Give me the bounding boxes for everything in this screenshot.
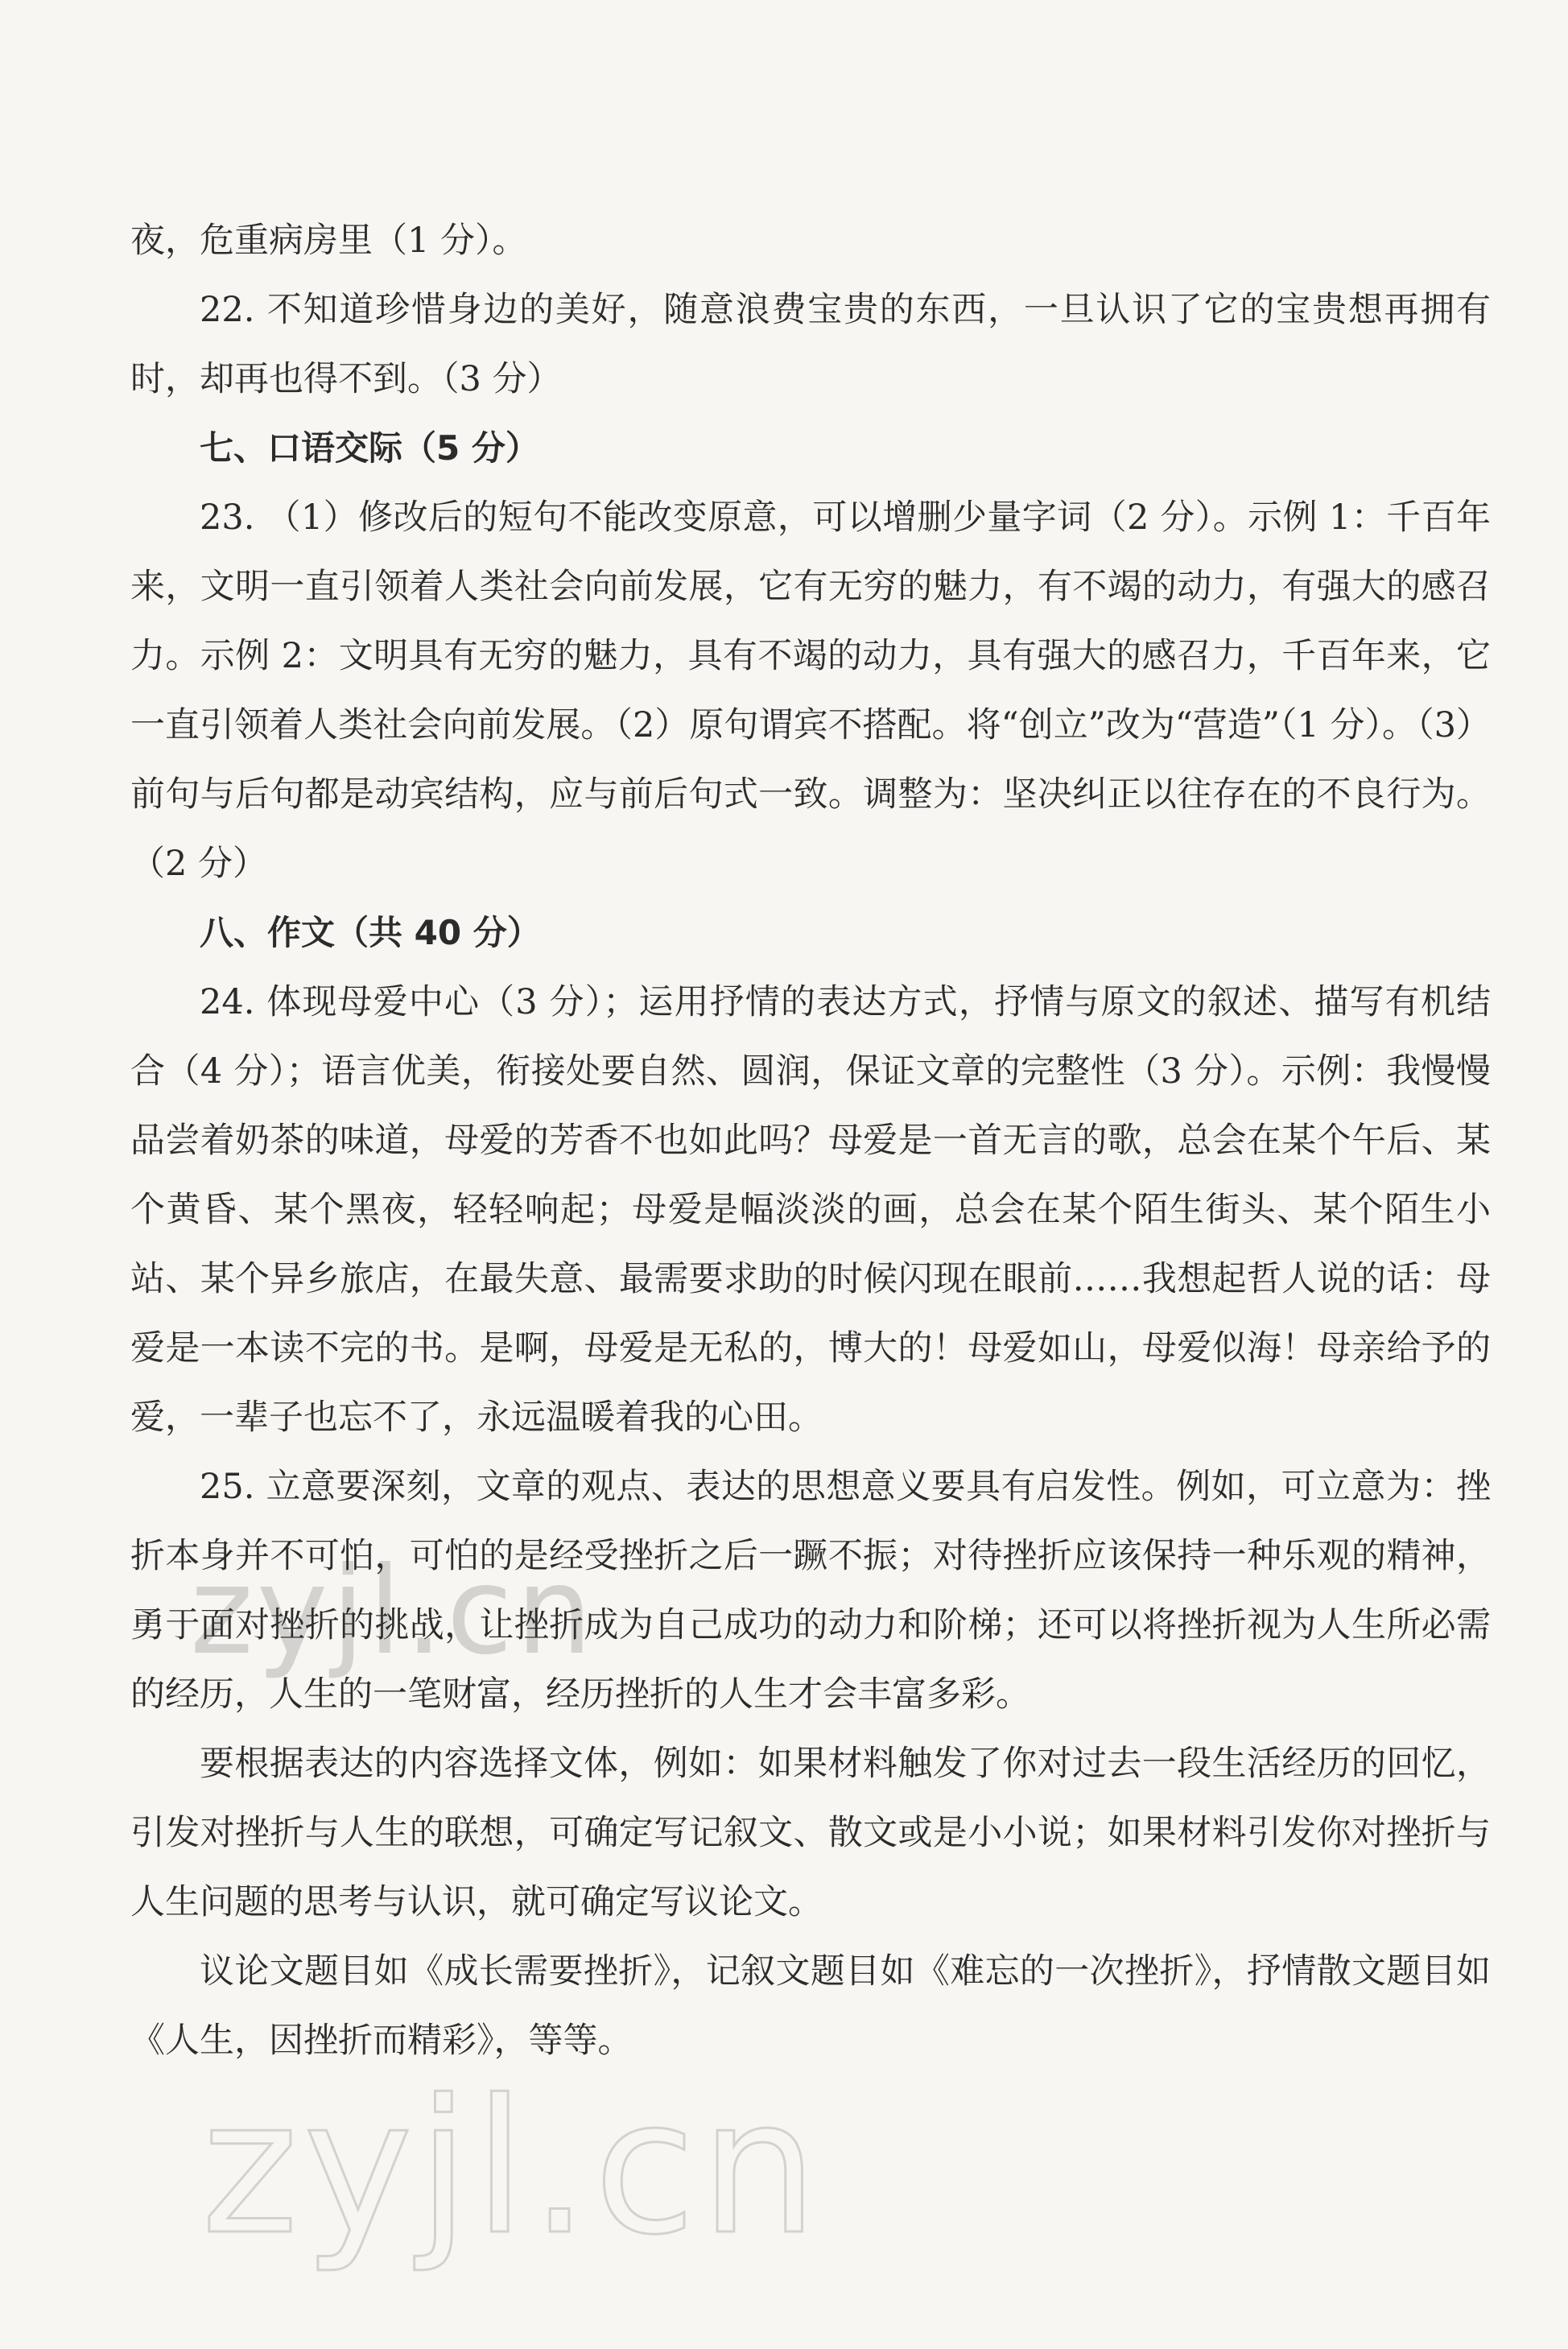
watermark-large: zyjl.cn: [201, 2061, 823, 2276]
watermark-small: zyjl.cn: [190, 1542, 596, 1682]
section-heading-oral-communication: 七、口语交际（5 分）: [200, 428, 539, 468]
answer-25-genre: 要根据表达的内容选择文体，例如：如果材料触发了你对过去一段生活经历的回忆，引发对挫折与人生的联想，可确定写记叙文、散文或是小小说；如果材料引发你对挫折与人生问题的思考与认识，就可确定写议论文。: [130, 1744, 1491, 1922]
answer-25: 25. 立意要深刻，文章的观点、表达的思想意义要具有启发性。例如，可立意为：挫折本身并不可怕，可怕的是经受挫折之后一蹶不振；对待挫折应该保持一种乐观的精神，勇于面对挫折的挑战，让挫折成为自己成功的动力和阶梯；还可以将挫折视为人生所必需的经历，人生的一笔财富，经历挫折的人生才会丰富多彩。: [130, 1467, 1491, 1715]
answer-25-titles: 议论文题目如《成长需要挫折》，记叙文题目如《难忘的一次挫折》，抒情散文题目如《人生，因挫折而精彩》，等等。: [130, 1951, 1491, 2061]
answer-24: 24. 体现母爱中心（3 分）；运用抒情的表达方式，抒情与原文的叙述、描写有机结合（4 分）；语言优美，衔接处要自然、圆润，保证文章的完整性（3 分）。示例：我慢慢品尝着奶茶的味道，母爱的芳香不也如此吗？母爱是一首无言的歌，总会在某个午后、某个黄昏、某个黑夜，轻轻响起；母爱是幅淡淡的画，总会在某个陌生街头、某个陌生小站、某个异乡旅店，在最失意、最需要求助的时候闪现在眼前……我想起哲人说的话：母爱是一本读不完的书。是啊，母爱是无私的，博大的！母爱如山，母爱似海！母亲给予的爱，一辈子也忘不了，永远温暖着我的心田。: [130, 982, 1491, 1438]
answer-21-continued: 夜，危重病房里（1 分）。: [130, 221, 527, 261]
answer-23: 23. （1）修改后的短句不能改变原意，可以增删少量字词（2 分）。示例 1：千百年来，文明一直引领着人类社会向前发展，它有无穷的魅力，有不竭的动力，有强大的感召力。示例 2：文明具有无穷的魅力，具有不竭的动力，具有强大的感召力，千百年来，它一直引领着人类社会向前发展。（2）原句谓宾不搭配。将“创立”改为“营造”（1 分）。（3）前句与后句都是动宾结构，应与前后句式一致。调整为：坚决纠正以往存在的不良行为。（2 分）: [130, 497, 1491, 884]
answer-text-block: [130, 206, 1491, 2075]
section-heading-composition: 八、作文（共 40 分）: [200, 913, 541, 952]
answer-22: 22. 不知道珍惜身边的美好，随意浪费宝贵的东西，一旦认识了它的宝贵想再拥有时，却再也得不到。（3 分）: [130, 290, 1491, 399]
